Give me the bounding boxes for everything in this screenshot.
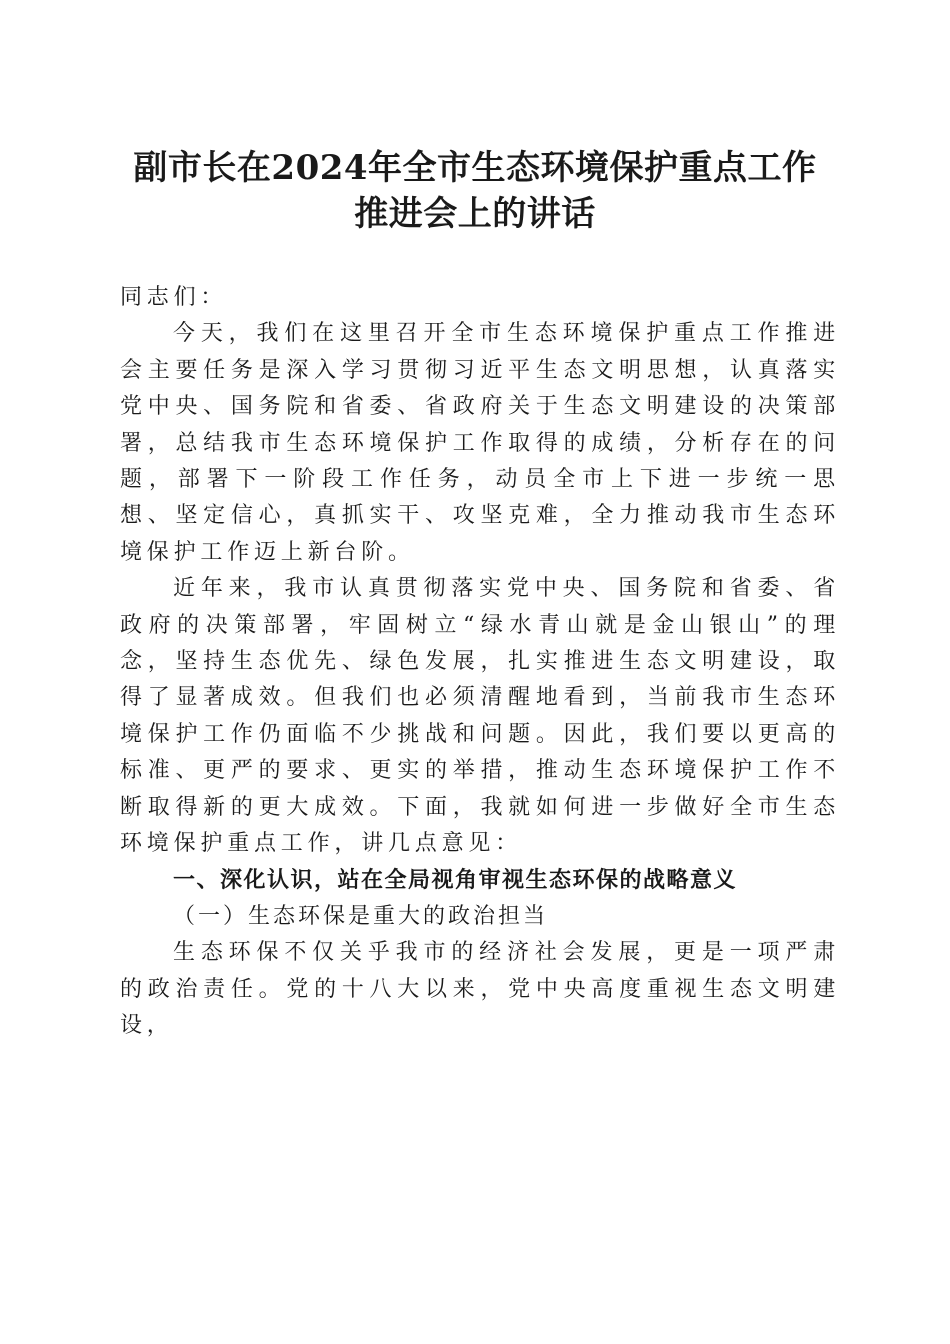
paragraph-background: 近年来，我市认真贯彻落实党中央、国务院和省委、省政府的决策部署，牢固树立“绿水青山就是金山银山”的理念，坚持生态优先、绿色发展，扎实推进生态文明建设，取得了显著成效。但我们也必须清醒地看到，当前我市生态环境保护工作仍面临不少挑战和问题。因此，我们要以更高的标准、更严的要求、更实的举措，推动生态环境保护工作不断取得新的更大成效。下面，我就如何进一步做好全市生态环境保护重点工作，讲几点意见：	[120, 576, 840, 857]
document-title-line-1: 副市长在2024年全市生态环境保护重点工作	[133, 148, 817, 188]
salutation: 同志们：	[120, 285, 228, 310]
section-heading-1: 一、深化认识，站在全局视角审视生态环保的战略意义	[173, 867, 738, 893]
document-title-line-2: 推进会上的讲话	[354, 194, 596, 234]
paragraph-political-responsibility: 生态环保不仅关乎我市的经济社会发展，更是一项严肃的政治责任。党的十八大以来，党中央高度重视生态文明建设，	[120, 940, 840, 1039]
document-body	[120, 280, 840, 1045]
subsection-heading-1: （一）生态环保是重大的政治担当	[173, 903, 549, 929]
paragraph-opening: 今天，我们在这里召开全市生态环境保护重点工作推进会主要任务是深入学习贯彻习近平生态文明思想，认真落实党中央、国务院和省委、省政府关于生态文明建设的决策部署，总结我市生态环境保护工作取得的成绩，分析存在的问题，部署下一阶段工作任务，动员全市上下进一步统一思想、坚定信心，真抓实干、攻坚克难，全力推动我市生态环境保护工作迈上新台阶。	[120, 321, 840, 565]
